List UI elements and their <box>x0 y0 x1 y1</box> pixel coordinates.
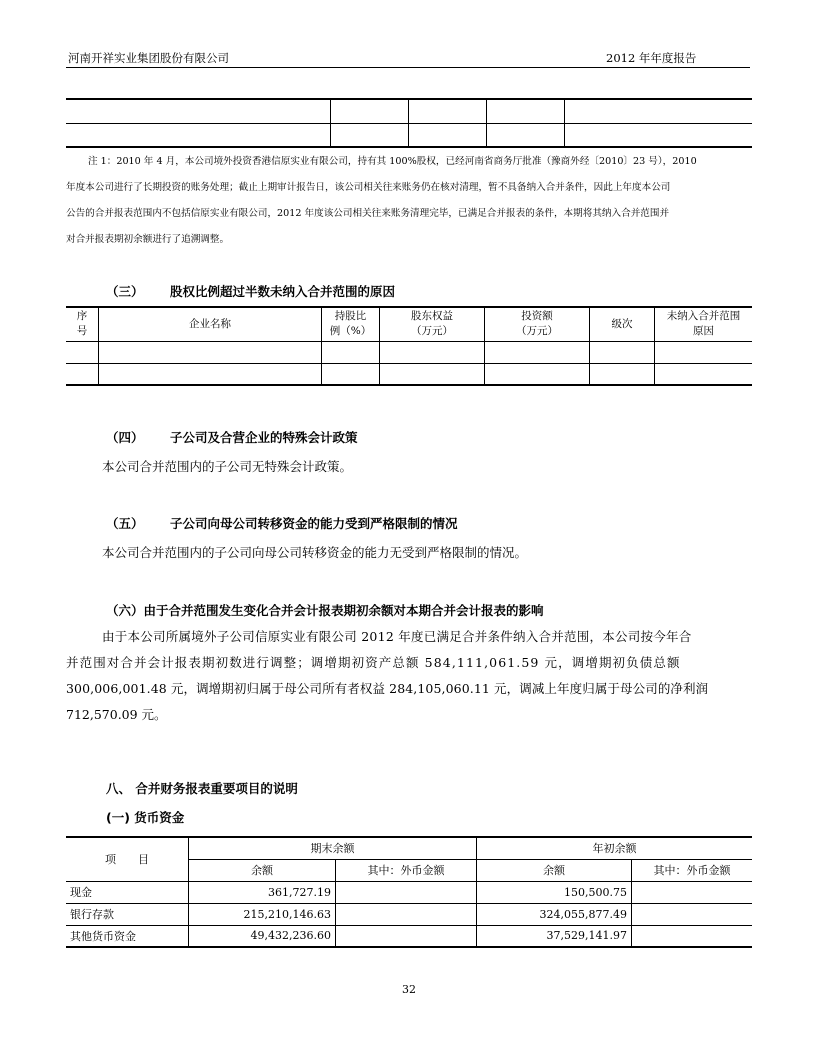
section-3-title: 股权比例超过半数未纳入合并范围的原因 <box>170 284 396 299</box>
header-reason: 未纳入合并范围 原因 <box>655 307 753 341</box>
cash-item-header: 项 目 <box>66 837 189 881</box>
section-5-body: 本公司合并范围内的子公司向母公司转移资金的能力无受到严格限制的情况。 <box>102 545 528 560</box>
table-cell <box>485 363 590 385</box>
continued-table <box>66 98 752 148</box>
continued-cell <box>565 123 753 147</box>
section-6-line: 由于本公司所属境外子公司信原实业有限公司 2012 年度已满足合并条件纳入合并范围，本公司按今年合 <box>102 629 692 644</box>
page-number: 32 <box>402 983 416 996</box>
table-row <box>66 881 752 903</box>
cash-row-begin-fx <box>632 903 753 925</box>
table-cell <box>655 363 753 385</box>
header-ratio: 持股比 例（%） <box>322 307 380 341</box>
table-cell <box>590 341 655 363</box>
cash-row-begin: 37,529,141.97 <box>477 925 632 947</box>
table-cell <box>322 363 380 385</box>
cash-row-begin-fx <box>632 881 753 903</box>
cash-row-end-fx <box>336 925 477 947</box>
cash-end-foreign-header: 其中：外币金额 <box>336 859 477 881</box>
section-4-title: 子公司及合营企业的特殊会计政策 <box>170 430 358 445</box>
table-cell <box>590 363 655 385</box>
table-row <box>66 903 752 925</box>
section-5-heading <box>106 514 458 532</box>
section-6-heading: （六）由于合并范围发生变化合并会计报表期初余额对本期合并会计报表的影响 <box>106 603 544 618</box>
cash-row-name: 现金 <box>66 881 189 903</box>
section-4-body: 本公司合并范围内的子公司无特殊会计政策。 <box>102 459 353 474</box>
table-cell <box>66 341 99 363</box>
note-line: 对合并报表期初余额进行了追溯调整。 <box>66 234 230 245</box>
unconsolidated-table <box>66 306 752 386</box>
section-6-line: 并范围对合并会计报表期初数进行调整；调增期初资产总额 584,111,061.59 元，调增期初负债总额 <box>66 655 681 670</box>
section-4-heading <box>106 428 358 446</box>
section-6-line: 712,570.09 元。 <box>66 707 167 722</box>
cash-row-end: 361,727.19 <box>189 881 336 903</box>
table-cell <box>99 341 322 363</box>
continued-cell <box>331 99 409 123</box>
continued-cell <box>565 99 753 123</box>
cash-row-name: 其他货币资金 <box>66 925 189 947</box>
header-report-title: 2012 年年度报告 <box>606 51 697 65</box>
continued-cell <box>66 123 331 147</box>
table-cell <box>485 341 590 363</box>
header-company-name: 企业名称 <box>99 307 322 341</box>
cash-row-end: 215,210,146.63 <box>189 903 336 925</box>
section-5-number: （五） <box>106 516 144 531</box>
table-cell <box>380 341 485 363</box>
cash-row-end: 49,432,236.60 <box>189 925 336 947</box>
cash-begin-balance-header: 余额 <box>477 859 632 881</box>
cash-period-end-header: 期末余额 <box>189 837 477 859</box>
table-row <box>66 925 752 947</box>
continued-cell <box>331 123 409 147</box>
cash-row-begin: 150,500.75 <box>477 881 632 903</box>
table-cell <box>655 341 753 363</box>
header-company: 河南开祥实业集团股份有限公司 <box>68 51 229 65</box>
cash-row-end-fx <box>336 903 477 925</box>
cash-row-end-fx <box>336 881 477 903</box>
cash-end-balance-header: 余额 <box>189 859 336 881</box>
table-cell <box>99 363 322 385</box>
table-cell <box>66 363 99 385</box>
note-paragraph <box>66 149 756 253</box>
continued-cell <box>487 99 565 123</box>
section-8-subheading: (一) 货币资金 <box>106 810 185 825</box>
table-cell <box>380 363 485 385</box>
cash-table <box>66 836 752 948</box>
continued-cell <box>487 123 565 147</box>
continued-cell <box>409 99 487 123</box>
note-line: 公告的合并报表范围内不包括信原实业有限公司，2012 年度该公司相关往来账务清理完毕，已满足合并报表的条件，本期将其纳入合并范围并 <box>66 208 670 219</box>
continued-cell <box>409 123 487 147</box>
note-line: 注 1：2010 年 4 月，本公司境外投资香港信原实业有限公司，持有其 100%股权，已经河南省商务厅批准（豫商外经〔2010〕23 号），2010 <box>88 156 697 167</box>
header-rule <box>66 67 750 68</box>
section-3-heading <box>106 282 395 300</box>
header-investment: 投资额 （万元） <box>485 307 590 341</box>
header-equity: 股东权益 （万元） <box>380 307 485 341</box>
section-6-line: 300,006,001.48 元，调增期初归属于母公司所有者权益 284,105,060.11 元，调减上年度归属于母公司的净利润 <box>66 681 709 696</box>
cash-row-name: 银行存款 <box>66 903 189 925</box>
note-line: 年度本公司进行了长期投资的账务处理；截止上期审计报告日，该公司相关往来账务仍在核对清理，暂不具备纳入合并条件，因此上年度本公司 <box>66 182 671 193</box>
cash-begin-foreign-header: 其中：外币金额 <box>632 859 753 881</box>
section-5-title: 子公司向母公司转移资金的能力受到严格限制的情况 <box>170 516 458 531</box>
cash-row-begin: 324,055,877.49 <box>477 903 632 925</box>
header-seq: 序 号 <box>66 307 99 341</box>
section-6-paragraph <box>66 624 752 728</box>
section-4-number: （四） <box>106 430 144 445</box>
section-8-heading: 八、 合并财务报表重要项目的说明 <box>106 781 298 796</box>
section-3-number: （三） <box>106 284 144 299</box>
cash-row-begin-fx <box>632 925 753 947</box>
table-cell <box>322 341 380 363</box>
cash-period-begin-header: 年初余额 <box>477 837 753 859</box>
header-level: 级次 <box>590 307 655 341</box>
continued-cell <box>66 99 331 123</box>
